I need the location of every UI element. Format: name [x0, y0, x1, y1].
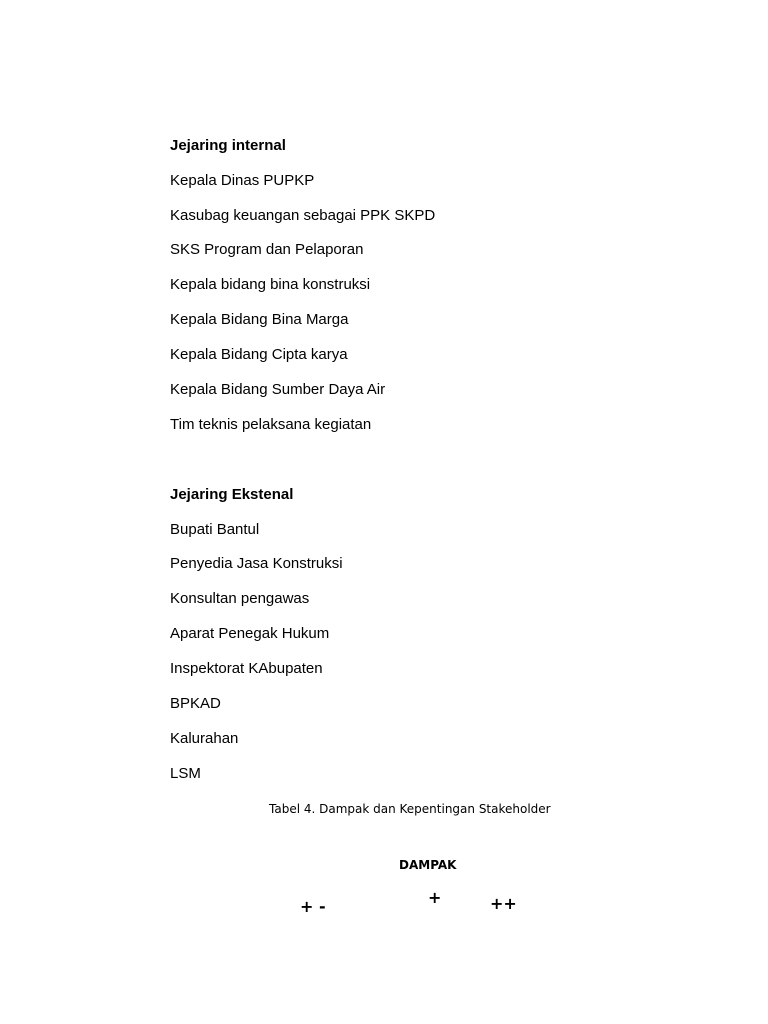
internal-item: Kepala Bidang Cipta karya — [170, 346, 348, 363]
external-item: LSM — [170, 765, 201, 782]
mark-plus: + — [428, 888, 442, 907]
internal-item: Kepala Bidang Bina Marga — [170, 311, 349, 328]
mark-plus-plus: ++ — [490, 894, 517, 913]
internal-heading: Jejaring internal — [170, 137, 286, 154]
external-item: Konsultan pengawas — [170, 590, 310, 607]
internal-item: SKS Program dan Pelaporan — [170, 241, 364, 258]
external-item: Inspektorat KAbupaten — [170, 660, 323, 677]
external-item: Bupati Bantul — [170, 521, 260, 538]
mark-plus-minus: + - — [300, 897, 326, 916]
external-item: Penyedia Jasa Konstruksi — [170, 555, 343, 572]
external-item: BPKAD — [170, 695, 221, 712]
internal-item: Kepala Dinas PUPKP — [170, 172, 315, 189]
internal-item: Kasubag keuangan sebagai PPK SKPD — [170, 207, 436, 224]
table-caption: Tabel 4. Dampak dan Kepentingan Stakeholder — [269, 802, 551, 816]
internal-item: Tim teknis pelaksana kegiatan — [170, 416, 372, 433]
external-item: Aparat Penegak Hukum — [170, 625, 330, 642]
dampak-axis-label: DAMPAK — [399, 858, 457, 872]
external-heading: Jejaring Ekstenal — [170, 486, 294, 503]
internal-item: Kepala Bidang Sumber Daya Air — [170, 381, 386, 398]
external-item: Kalurahan — [170, 730, 239, 747]
internal-item: Kepala bidang bina konstruksi — [170, 276, 371, 293]
